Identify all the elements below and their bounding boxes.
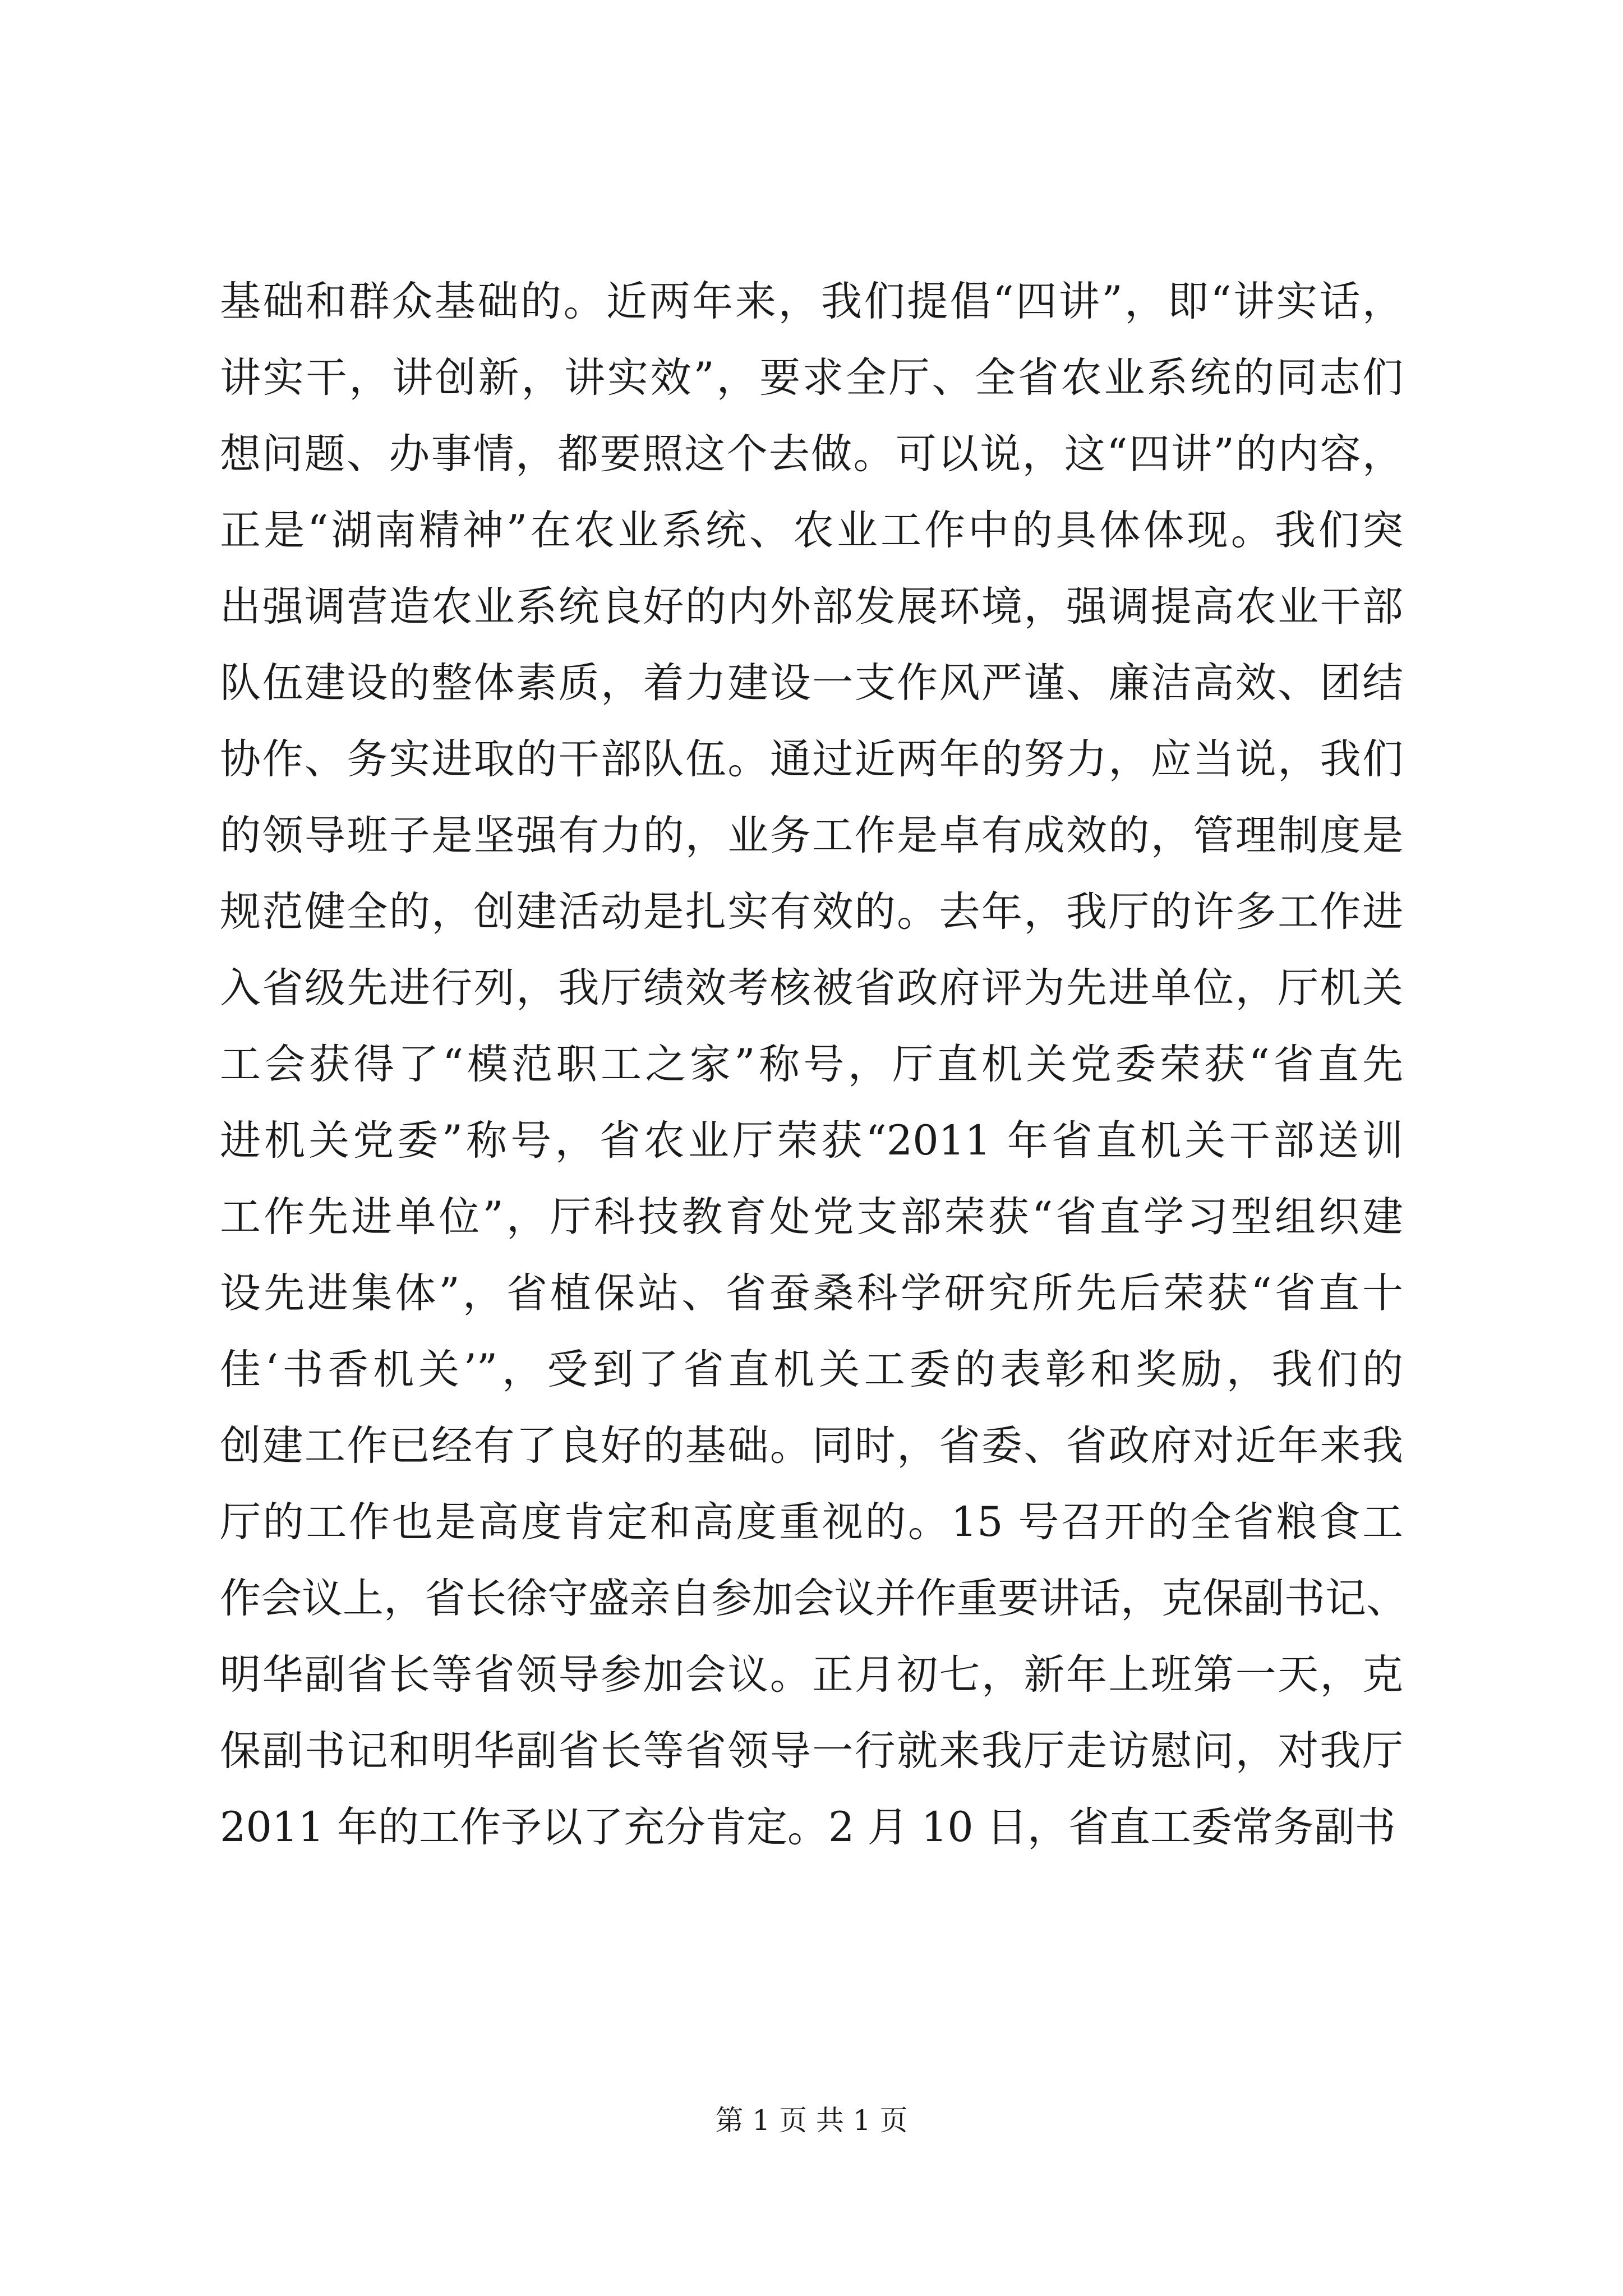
text-line: 协作、务实进取的干部队伍。通过近两年的努力，应当说，我们 [220, 735, 1403, 783]
text-line: 保副书记和明华副省长等省领导一行就来我厅走访慰问，对我厅 [220, 1727, 1403, 1775]
text-line: 工会获得了“模范职工之家”称号，厅直机关党委荣获“省直先 [220, 1041, 1403, 1088]
text-line: 创建工作已经有了良好的基础。同时，省委、省政府对近年来我 [220, 1422, 1403, 1470]
text-line: 进机关党委”称号，省农业厅荣获“2011 年省直机关干部送训 [220, 1117, 1403, 1165]
text-line: 正是“湖南精神”在农业系统、农业工作中的具体体现。我们突 [220, 507, 1403, 554]
text-line: 厅的工作也是高度肯定和高度重视的。15 号召开的全省粮食工 [220, 1498, 1403, 1546]
body-text [220, 264, 1407, 1866]
text-line: 作会议上，省长徐守盛亲自参加会议并作重要讲话，克保副书记、 [220, 1575, 1407, 1622]
text-line: 入省级先进行列，我厅绩效考核被省政府评为先进单位，厅机关 [220, 964, 1403, 1012]
text-line: 规范健全的，创建活动是扎实有效的。去年，我厅的许多工作进 [220, 888, 1403, 936]
text-line: 的领导班子是坚强有力的，业务工作是卓有成效的，管理制度是 [220, 812, 1403, 859]
text-line: 基础和群众基础的。近两年来，我们提倡“四讲”，即“讲实话， [220, 278, 1403, 325]
text-line: 出强调营造农业系统良好的内外部发展环境，强调提高农业干部 [220, 583, 1403, 631]
text-line: 讲实干，讲创新，讲实效”，要求全厅、全省农业系统的同志们 [220, 354, 1403, 402]
text-line: 佳‘书香机关’”，受到了省直机关工委的表彰和奖励，我们的 [220, 1346, 1403, 1393]
page-footer [0, 2098, 1623, 2138]
text-line: 设先进集体”，省植保站、省蚕桑科学研究所先后荣获“省直十 [220, 1269, 1403, 1317]
page-indicator: 第 1 页 共 1 页 [715, 2104, 908, 2137]
text-line: 队伍建设的整体素质，着力建设一支作风严谨、廉洁高效、团结 [220, 659, 1403, 707]
text-line: 想问题、办事情，都要照这个去做。可以说，这“四讲”的内容， [220, 430, 1403, 478]
text-line: 2011 年的工作予以了充分肯定。2 月 10 日，省直工委常务副书 [220, 1803, 1396, 1851]
text-line: 工作先进单位”，厅科技教育处党支部荣获“省直学习型组织建 [220, 1193, 1403, 1241]
text-line: 明华副省长等省领导参加会议。正月初七，新年上班第一天，克 [220, 1651, 1403, 1699]
